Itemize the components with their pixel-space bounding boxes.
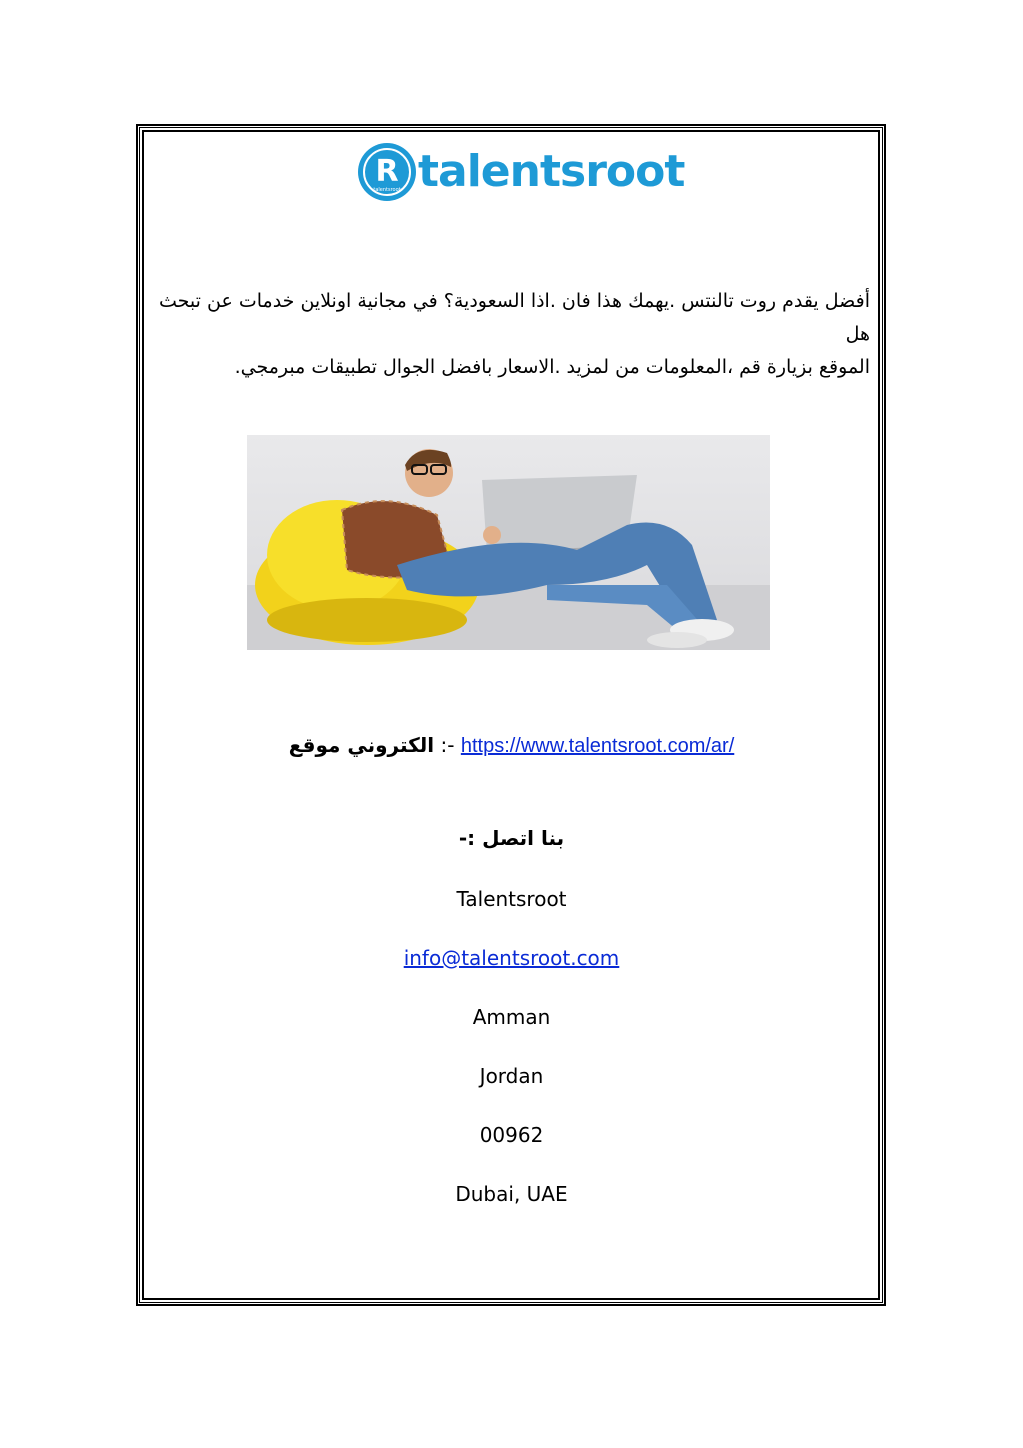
intro-line-1: أفضل يقدم روت تالنتس .يهمك هذا فان .اذا السعودية؟ في مجانية اونلاين خدمات عن تبحث هل	[159, 290, 870, 345]
website-separator: :-	[440, 733, 455, 757]
phone: 00962	[479, 1123, 544, 1147]
logo-mark-letter: R	[375, 154, 399, 189]
hero-photo	[247, 435, 770, 650]
intro-line-2: الموقع بزيارة قم ،المعلومات من لمزيد .الاسعار بافضل الجوال تطبيقات مبرمجي.	[234, 356, 870, 378]
branch-location: Dubai, UAE	[455, 1182, 568, 1206]
logo-wordmark: talentsroot	[418, 146, 685, 197]
talentsroot-logo	[358, 140, 685, 204]
person-on-beanbag-with-laptop-icon	[247, 435, 770, 650]
email-line	[0, 946, 1023, 970]
country: Jordan	[479, 1064, 544, 1088]
website-line	[0, 733, 1023, 758]
logo-mark-caption: talentsroot	[373, 187, 401, 193]
website-link[interactable]: https://www.talentsroot.com/ar/	[460, 735, 735, 757]
contact-heading: بنا اتصل :-	[458, 826, 565, 850]
company-name: Talentsroot	[456, 887, 567, 911]
website-label: الكتروني موقع	[288, 733, 435, 757]
email-link[interactable]: info@talentsroot.com	[403, 946, 620, 970]
city: Amman	[472, 1005, 551, 1029]
intro-paragraph	[152, 285, 870, 384]
logo-mark-icon	[358, 143, 416, 201]
